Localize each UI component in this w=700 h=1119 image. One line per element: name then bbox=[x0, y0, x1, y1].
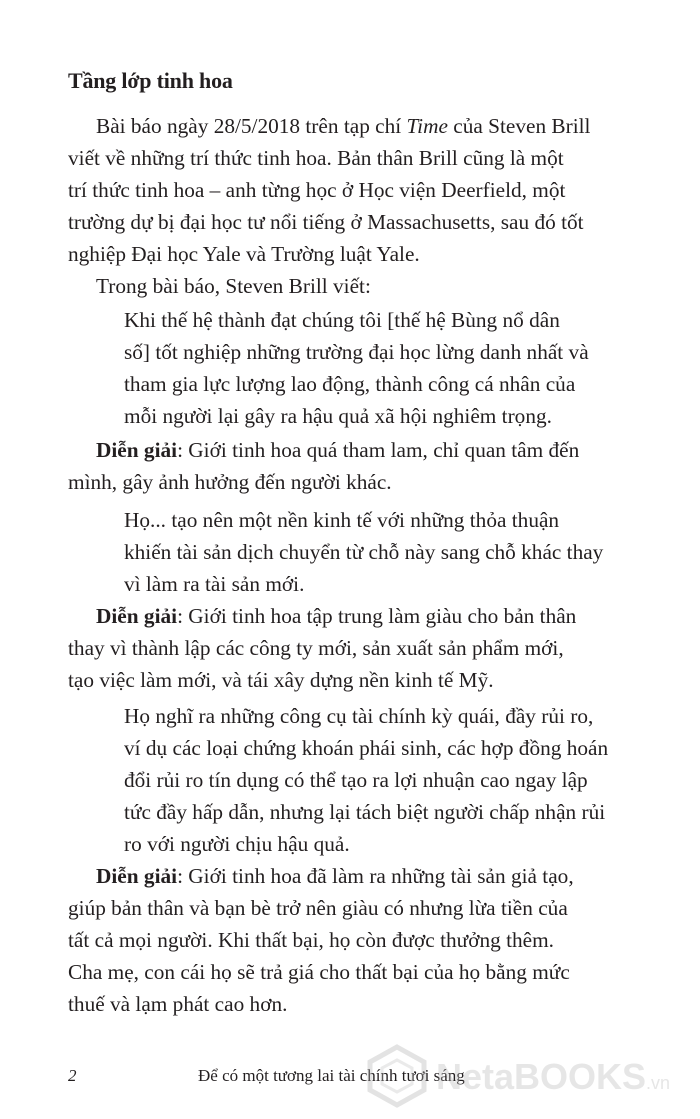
block-quote-3 bbox=[124, 700, 636, 860]
quote-line: vì làm ra tài sản mới. bbox=[124, 572, 305, 596]
text-line: trường dự bị đại học tư nổi tiếng ở Massachusetts, sau đó tốt bbox=[68, 210, 584, 234]
watermark-brand: NetaBOOKS.vn bbox=[436, 1056, 671, 1097]
interpretation-2 bbox=[68, 600, 636, 696]
interpretation-label: Diễn giải bbox=[96, 604, 178, 628]
hexagon-logo-icon bbox=[366, 1044, 428, 1108]
quote-line: đổi rủi ro tín dụng có thể tạo ra lợi nhuận cao ngay lập bbox=[124, 768, 588, 792]
quote-line: khiến tài sản dịch chuyển từ chỗ này sang chỗ khác thay bbox=[124, 540, 604, 564]
text-line: Bài báo ngày 28/5/2018 trên tạp chí Time của Steven Brill bbox=[96, 114, 591, 138]
text-line: Cha mẹ, con cái họ sẽ trả giá cho thất bại của họ bằng mức bbox=[68, 960, 570, 984]
page-number: 2 bbox=[68, 1066, 77, 1085]
interpretation-1 bbox=[68, 434, 636, 498]
text-line: viết về những trí thức tinh hoa. Bản thân Brill cũng là một bbox=[68, 146, 564, 170]
text-line: nghiệp Đại học Yale và Trường luật Yale. bbox=[68, 242, 420, 266]
paragraph-intro bbox=[68, 110, 636, 270]
block-quote-1 bbox=[124, 304, 636, 432]
text-line: Trong bài báo, Steven Brill viết: bbox=[96, 274, 371, 298]
text-line: Diễn giải: Giới tinh hoa tập trung làm giàu cho bản thân bbox=[96, 604, 577, 628]
section-heading: Tầng lớp tinh hoa bbox=[68, 68, 233, 93]
quote-line: Họ... tạo nên một nền kinh tế với những thỏa thuận bbox=[124, 508, 560, 532]
quote-line: ví dụ các loại chứng khoán phái sinh, các hợp đồng hoán bbox=[124, 736, 609, 760]
text-line: Diễn giải: Giới tinh hoa quá tham lam, chỉ quan tâm đến bbox=[96, 438, 580, 462]
text-line: thuế và lạm phát cao hơn. bbox=[68, 992, 288, 1016]
interpretation-label: Diễn giải bbox=[96, 438, 178, 462]
text-line: tạo việc làm mới, và tái xây dựng nền kinh tế Mỹ. bbox=[68, 668, 494, 692]
publisher-watermark bbox=[366, 1038, 700, 1118]
text-line: giúp bản thân và bạn bè trở nên giàu có nhưng lừa tiền của bbox=[68, 896, 568, 920]
quote-line: tham gia lực lượng lao động, thành công cá nhân của bbox=[124, 372, 576, 396]
quote-line: Khi thế hệ thành đạt chúng tôi [thế hệ Bùng nổ dân bbox=[124, 308, 560, 332]
quote-line: mỗi người lại gây ra hậu quả xã hội nghiêm trọng. bbox=[124, 404, 552, 428]
running-footer-title: Để có một tương lai tài chính tươi sáng bbox=[198, 1066, 465, 1085]
text-line: thay vì thành lập các công ty mới, sản xuất sản phẩm mới, bbox=[68, 636, 564, 660]
interpretation-label: Diễn giải bbox=[96, 864, 178, 888]
quote-line: số] tốt nghiệp những trường đại học lừng danh nhất và bbox=[124, 340, 589, 364]
interpretation-3 bbox=[68, 860, 636, 1020]
text-line: mình, gây ảnh hưởng đến người khác. bbox=[68, 470, 392, 494]
quote-line: Họ nghĩ ra những công cụ tài chính kỳ quái, đầy rủi ro, bbox=[124, 704, 594, 728]
block-quote-2 bbox=[124, 504, 636, 600]
quote-line: ro với người chịu hậu quả. bbox=[124, 832, 350, 856]
quote-line: tức đầy hấp dẫn, nhưng lại tách biệt người chấp nhận rủi bbox=[124, 800, 606, 824]
text-line: tất cả mọi người. Khi thất bại, họ còn được thưởng thêm. bbox=[68, 928, 554, 952]
text-line: Diễn giải: Giới tinh hoa đã làm ra những tài sản giả tạo, bbox=[96, 864, 574, 888]
paragraph-lead-in bbox=[68, 270, 636, 302]
text-line: trí thức tinh hoa – anh từng học ở Học viện Deerfield, một bbox=[68, 178, 566, 202]
